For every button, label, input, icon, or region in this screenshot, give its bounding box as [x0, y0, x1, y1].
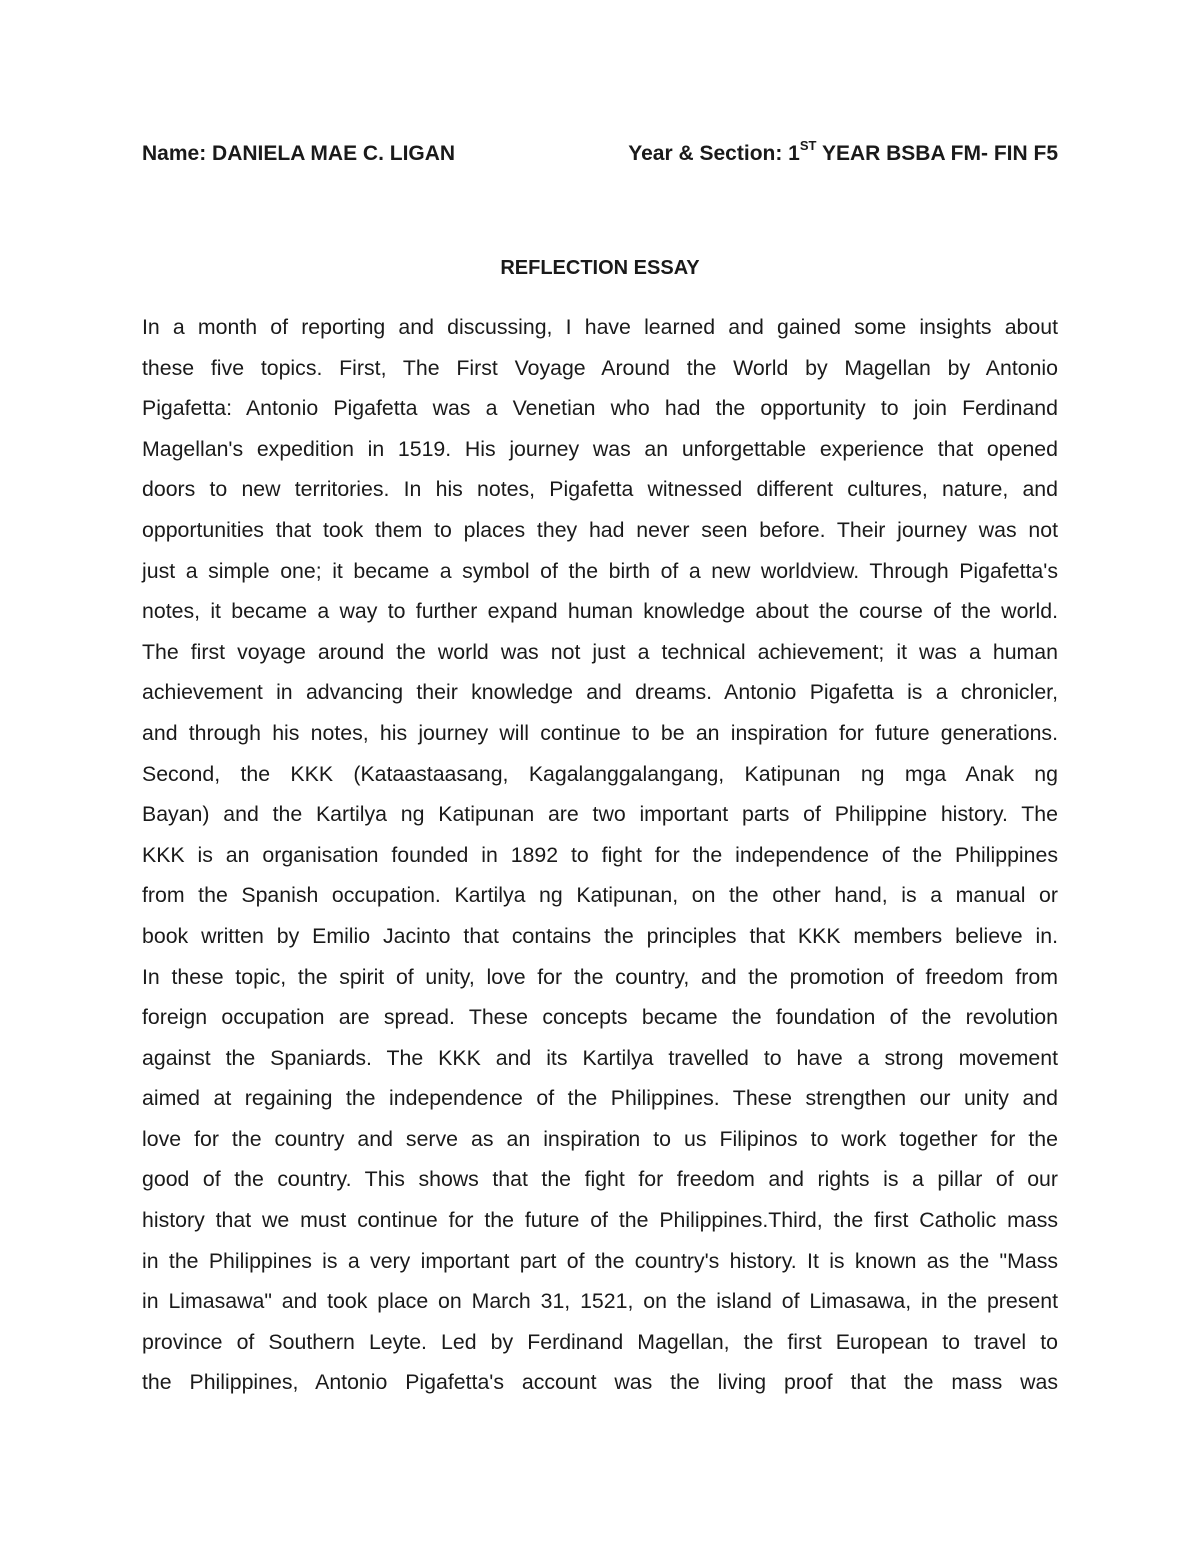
body-line: these five topics. First, The First Voyage Around the World by Magellan by Antonio: [142, 355, 1058, 380]
essay-body: [142, 307, 1058, 1403]
body-line: book written by Emilio Jacinto that contains the principles that KKK members believe in.: [142, 923, 1058, 948]
body-line: good of the country. This shows that the fight for freedom and rights is a pillar of our: [142, 1167, 1058, 1192]
body-line: province of Southern Leyte. Led by Ferdinand Magellan, the first European to travel to: [142, 1329, 1058, 1354]
body-line: doors to new territories. In his notes, Pigafetta witnessed different cultures, nature, and: [142, 477, 1058, 502]
body-line: the Philippines, Antonio Pigafetta's account was the living proof that the mass was: [142, 1370, 1058, 1395]
essay-title: REFLECTION ESSAY: [500, 257, 700, 279]
body-line: history that we must continue for the future of the Philippines.Third, the first Catholic mass: [142, 1208, 1058, 1233]
section-suffix: YEAR BSBA FM- FIN F5: [816, 142, 1058, 165]
body-line: from the Spanish occupation. Kartilya ng Katipunan, on the other hand, is a manual or: [142, 883, 1058, 908]
body-line: just a simple one; it became a symbol of the birth of a new worldview. Through Pigafetta's: [142, 558, 1058, 583]
body-line: against the Spaniards. The KKK and its Kartilya travelled to have a strong movement: [142, 1045, 1058, 1070]
section-prefix: Year & Section: 1: [628, 142, 800, 165]
body-line: Bayan) and the Kartilya ng Katipunan are two important parts of Philippine history. The: [142, 802, 1058, 827]
year-and-section: [628, 139, 1058, 169]
header-line: [142, 139, 1058, 169]
body-line: love for the country and serve as an inspiration to us Filipinos to work together for the: [142, 1126, 1058, 1151]
body-line: in Limasawa" and took place on March 31, 1521, on the island of Limasawa, in the present: [142, 1289, 1058, 1314]
body-line: achievement in advancing their knowledge and dreams. Antonio Pigafetta is a chronicler,: [142, 680, 1058, 705]
body-line: Pigafetta: Antonio Pigafetta was a Venetian who had the opportunity to join Ferdinand: [142, 396, 1058, 421]
body-line: In a month of reporting and discussing, I have learned and gained some insights about: [142, 315, 1058, 339]
section-superscript: ST: [799, 138, 817, 153]
body-line: KKK is an organisation founded in 1892 to fight for the independence of the Philippines: [142, 842, 1058, 867]
body-line: notes, it became a way to further expand human knowledge about the course of the world.: [142, 599, 1058, 624]
body-line: Second, the KKK (Kataastaasang, Kagalanggalangang, Katipunan ng mga Anak ng: [142, 761, 1058, 786]
body-line: in the Philippines is a very important part of the country's history. It is known as the "Mass: [142, 1248, 1058, 1273]
body-line: The first voyage around the world was not just a technical achievement; it was a human: [142, 639, 1058, 664]
body-line: In these topic, the spirit of unity, love for the country, and the promotion of freedom from: [142, 964, 1058, 989]
body-line: opportunities that took them to places they had never seen before. Their journey was not: [142, 517, 1058, 542]
body-line: aimed at regaining the independence of the Philippines. These strengthen our unity and: [142, 1086, 1058, 1111]
body-line: Magellan's expedition in 1519. His journey was an unforgettable experience that opened: [142, 436, 1058, 461]
body-line: foreign occupation are spread. These concepts became the foundation of the revolution: [142, 1005, 1058, 1030]
body-line: and through his notes, his journey will continue to be an inspiration for future generations.: [142, 720, 1058, 745]
student-name: Name: DANIELA MAE C. LIGAN: [142, 142, 456, 165]
